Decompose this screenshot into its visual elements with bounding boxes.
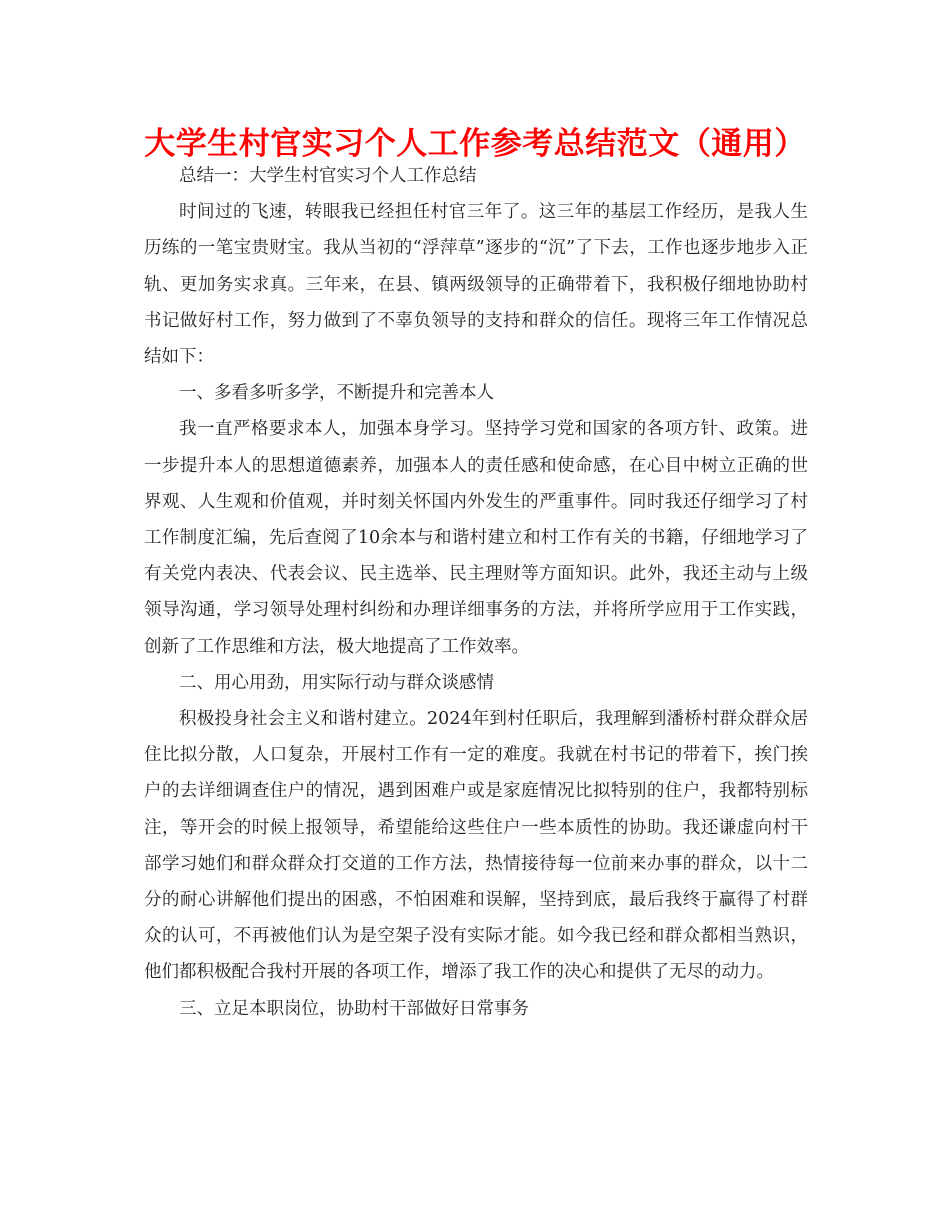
paragraph-section-1: 我一直严格要求本人，加强本身学习。坚持学习党和国家的各项方针、政策。进一步提升本人的思想道德素养，加强本人的责任感和使命感，在心目中树立正确的世界观、人生观和价值观，并时刻关怀国内外发生的严重事件。同时我还仔细学习了村工作制度汇编，先后查阅了10余本与和谐村建立和村工作有关的书籍，仔细地学习了有关党内表决、代表会议、民主选举、民主理财等方面知识。此外，我还主动与上级领导沟通，学习领导处理村纠纷和办理详细事务的方法，并将所学应用于工作实践，创新了工作思维和方法，极大地提高了工作效率。: [144, 419, 808, 657]
summary-subtitle: 总结一：大学生村官实习个人工作总结: [179, 166, 477, 186]
paragraph-intro: 时间过的飞速，转眼我已经担任村官三年了。这三年的基层工作经历，是我人生历练的一笔宝贵财宝。我从当初的“浮萍草”逐步的“沉”了下去，工作也逐步地步入正轨、更加务实求真。三年来，在县、镇两级领导的正确带着下，我积极仔细地协助村书记做好村工作，努力做到了不辜负领导的支持和群众的信任。现将三年工作情况总结如下：: [144, 202, 808, 368]
section-heading-1: 一、多看多听多学，不断提升和完善本人: [179, 383, 494, 404]
paragraph-section-2: 积极投身社会主义和谐村建立。2024年到村任职后，我理解到潘桥村群众群众居住比拟分散，人口复杂，开展村工作有一定的难度。我就在村书记的带着下，挨门挨户的去详细调查住户的情况，遇到困难户或是家庭情况比拟特别的住户，我都特别标注，等开会的时候上报领导，希望能给这些住户一些本质性的协助。我还谦虚向村干部学习她们和群众群众打交道的工作方法，热情接待每一位前来办事的群众，以十二分的耐心讲解他们提出的困惑，不怕困难和误解，坚持到底，最后我终于赢得了村群众的认可，不再被他们认为是空架子没有实际才能。如今我已经和群众都相当熟识，他们都积极配合我村开展的各项工作，增添了我工作的决心和提供了无尽的动力。: [144, 709, 808, 983]
document-body: [144, 158, 808, 1027]
section-heading-2: 二、用心用劲，用实际行动与群众谈感情: [179, 672, 494, 693]
document-title: 大学生村官实习个人工作参考总结范文（通用）: [144, 126, 806, 162]
section-heading-3: 三、立足本职岗位，协助村干部做好日常事务: [179, 998, 529, 1019]
